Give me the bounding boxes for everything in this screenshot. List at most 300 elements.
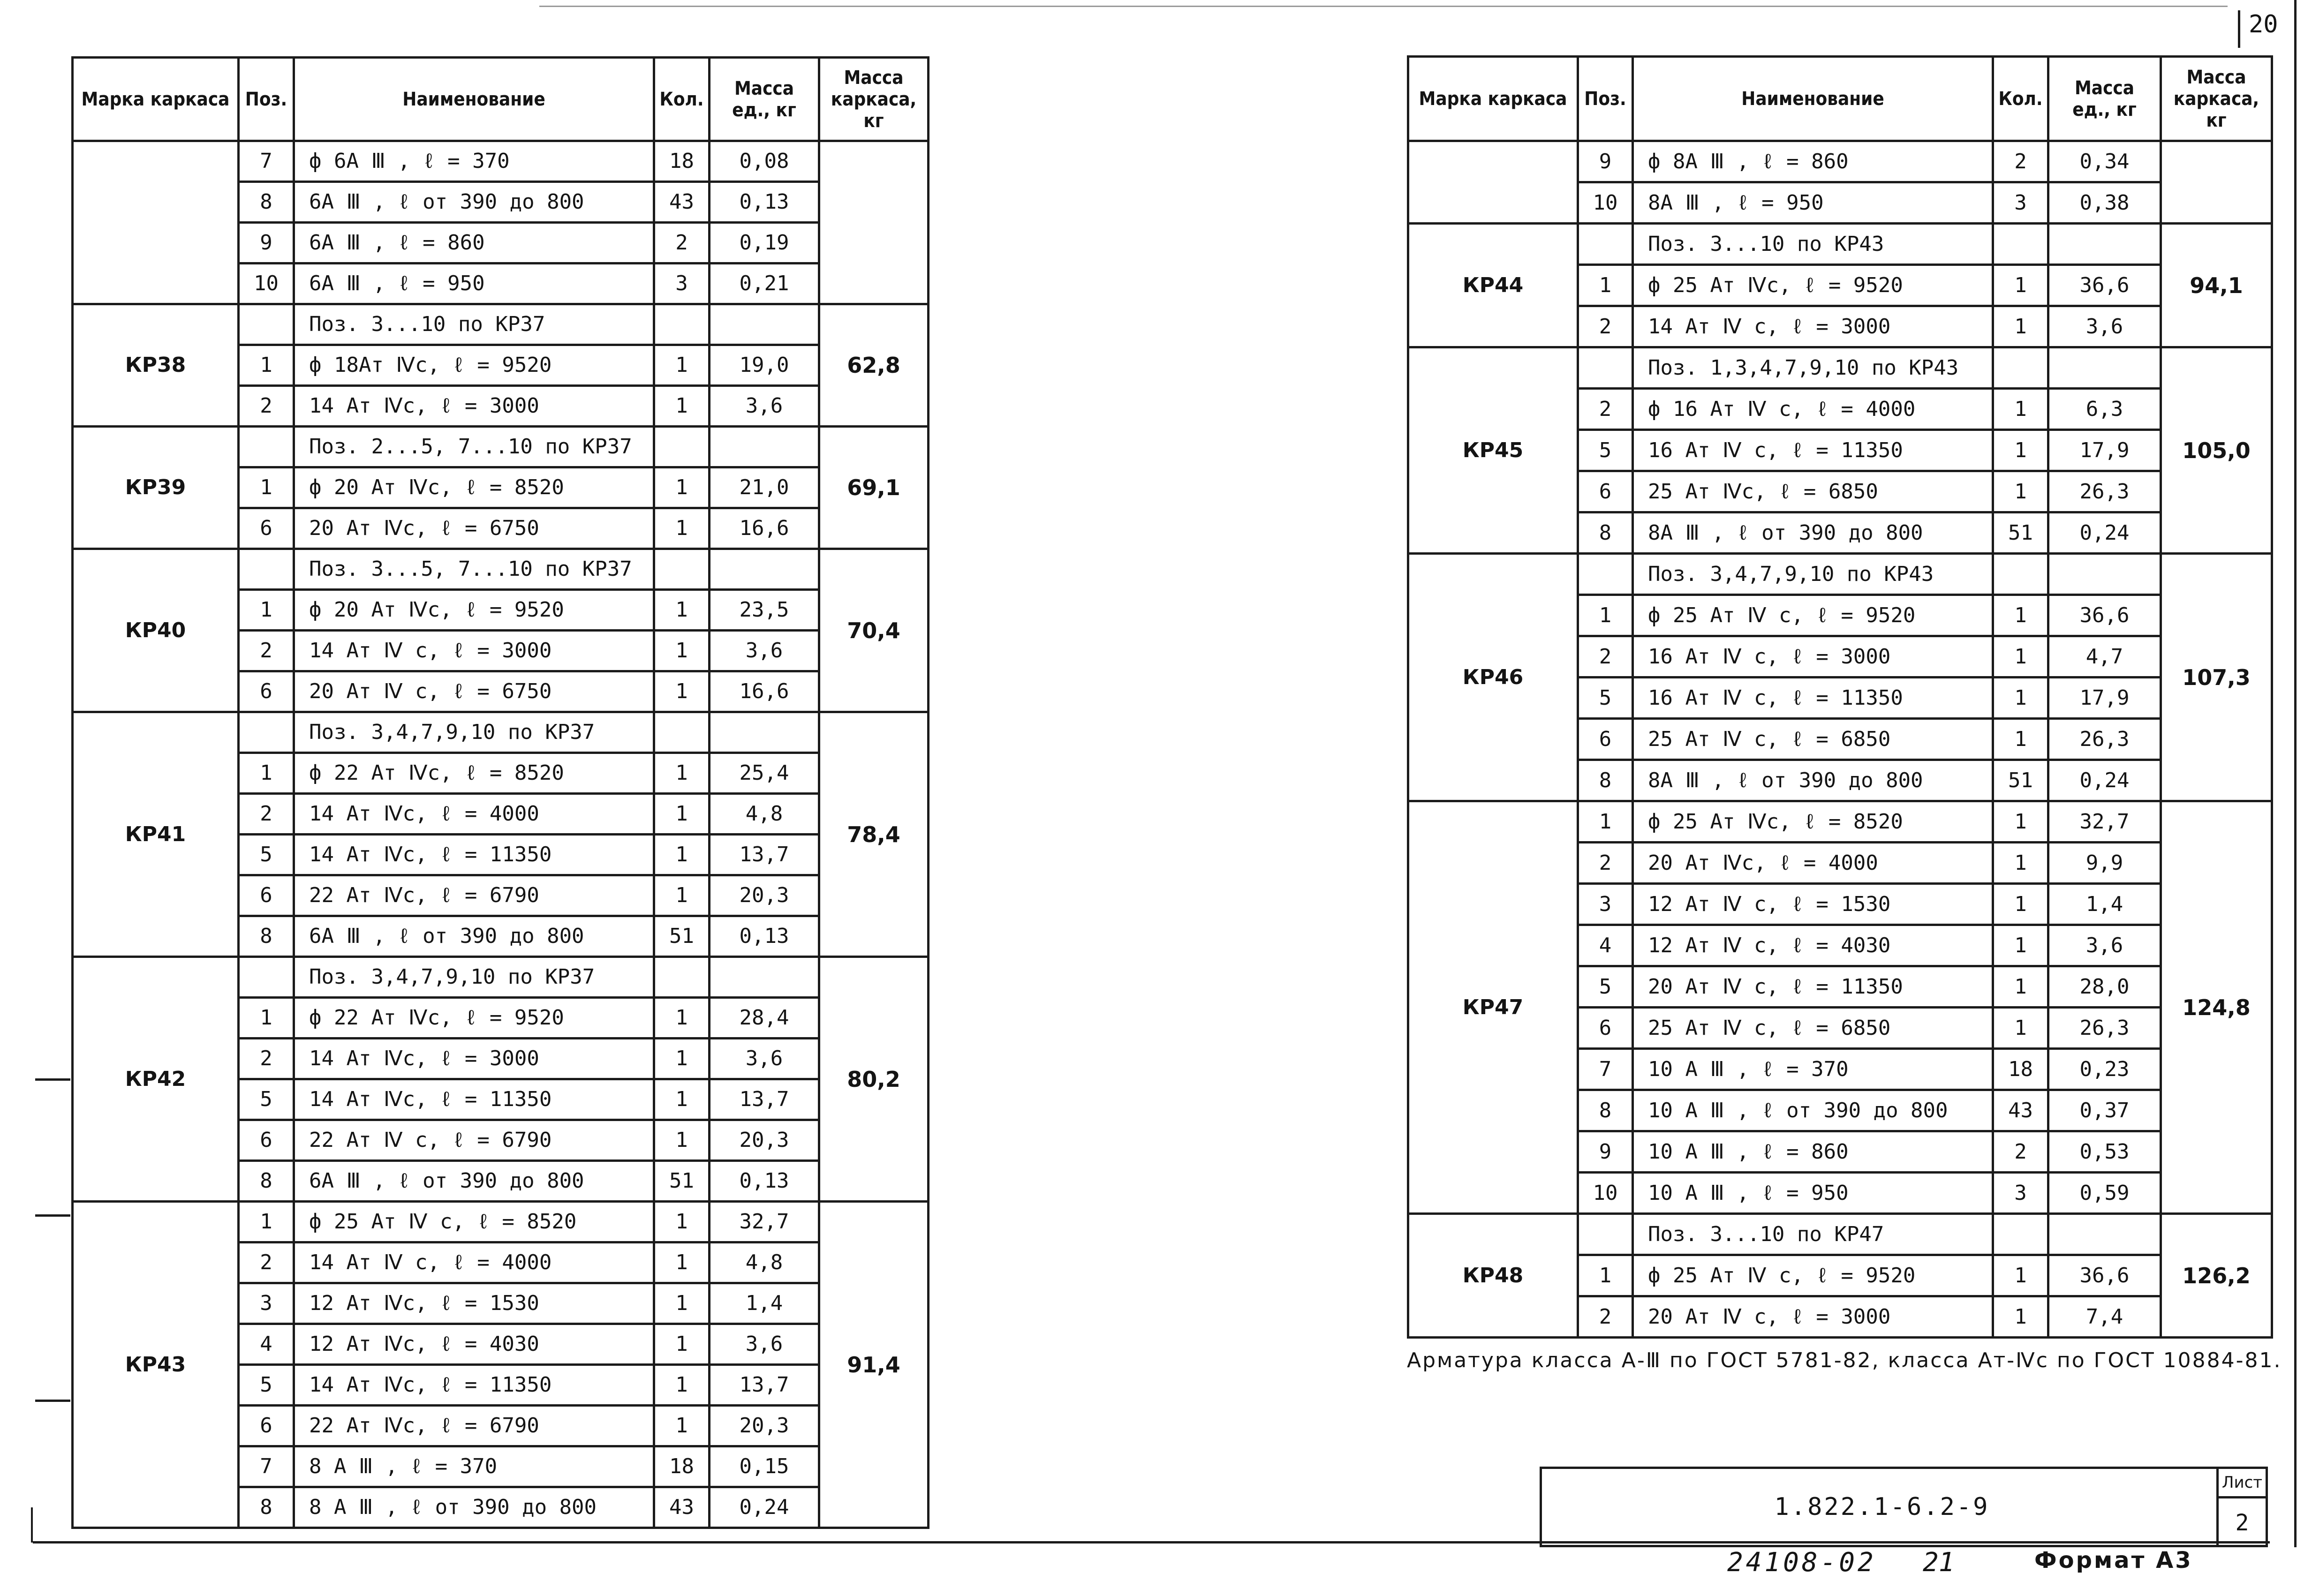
pos-header: Поз.: [1578, 57, 1633, 141]
position-cell: [239, 957, 294, 998]
item-name-cell: 6А Ⅲ , ℓ от 390 до 800: [294, 1161, 654, 1202]
position-cell: 1: [1578, 595, 1633, 636]
quantity-cell: 1: [1993, 1296, 2048, 1338]
table-row: [73, 141, 929, 182]
unit-mass-cell: [2048, 554, 2161, 595]
unit-mass-cell: 3,6: [2048, 925, 2161, 966]
quantity-cell: 1: [654, 1120, 710, 1161]
unit-mass-cell: [710, 957, 819, 998]
item-name-cell: 22 Ат Ⅳс, ℓ = 6790: [294, 1406, 654, 1446]
position-cell: 2: [239, 631, 294, 671]
item-name-cell: 22 Ат Ⅳ с, ℓ = 6790: [294, 1120, 654, 1161]
unit-mass-cell: 0,13: [710, 1161, 819, 1202]
unit-mass-cell: 3,6: [2048, 306, 2161, 347]
unit-mass-cell: 20,3: [710, 875, 819, 916]
position-cell: 5: [239, 1079, 294, 1120]
quantity-cell: 1: [654, 671, 710, 712]
position-cell: [1578, 1214, 1633, 1255]
item-name-cell: 10 А Ⅲ , ℓ = 860: [1633, 1131, 1993, 1173]
frame-right-line: [2294, 0, 2297, 1547]
item-name-cell: ф 25 Ат Ⅳс, ℓ = 8520: [1633, 801, 1993, 843]
unit-mass-cell: 0,24: [2048, 512, 2161, 554]
quantity-cell: [1993, 1214, 2048, 1255]
quantity-cell: 1: [654, 345, 710, 386]
spec-table-right: [1407, 55, 2273, 1339]
frame-mark-cell: КР48: [1408, 1214, 1578, 1338]
quantity-cell: 1: [1993, 884, 2048, 925]
item-name-cell: 14 Ат Ⅳ с, ℓ = 3000: [1633, 306, 1993, 347]
item-name-cell: 20 Ат Ⅳ с, ℓ = 11350: [1633, 966, 1993, 1008]
frame-mass-header: Масса каркаса, кг: [819, 58, 929, 141]
frame-mass-cell: 91,4: [819, 1202, 929, 1528]
mark-header: Марка каркаса: [73, 58, 239, 141]
quantity-cell: 1: [654, 998, 710, 1039]
quantity-cell: 1: [654, 467, 710, 508]
item-name-cell: 8А Ⅲ , ℓ от 390 до 800: [1633, 760, 1993, 801]
position-cell: 1: [239, 1202, 294, 1242]
qty-header: Кол.: [654, 58, 710, 141]
position-cell: [1578, 554, 1633, 595]
position-cell: 6: [1578, 719, 1633, 760]
quantity-cell: 1: [1993, 265, 2048, 306]
unit-mass-cell: 0,59: [2048, 1173, 2161, 1214]
quantity-cell: 43: [654, 1487, 710, 1528]
unit-mass-cell: 32,7: [710, 1202, 819, 1242]
quantity-cell: 1: [1993, 1008, 2048, 1049]
quantity-cell: 2: [654, 223, 710, 263]
unit-mass-cell: 0,23: [2048, 1049, 2161, 1090]
table-row: [1408, 224, 2272, 265]
frame-mass-cell: 62,8: [819, 304, 929, 427]
item-name-cell: 20 Ат Ⅳ с, ℓ = 3000: [1633, 1296, 1993, 1338]
frame-mass-cell: [819, 141, 929, 304]
unit-mass-cell: 0,15: [710, 1446, 819, 1487]
quantity-cell: 1: [654, 1039, 710, 1079]
item-name-cell: ф 25 Ат Ⅳ с, ℓ = 9520: [1633, 595, 1993, 636]
unit-mass-cell: 0,08: [710, 141, 819, 182]
position-cell: 5: [239, 1365, 294, 1406]
name-header: Наименование: [1633, 57, 1993, 141]
quantity-cell: [1993, 554, 2048, 595]
unit-mass-cell: 23,5: [710, 590, 819, 631]
quantity-cell: 1: [654, 835, 710, 875]
item-name-cell: ф 8А Ⅲ , ℓ = 860: [1633, 141, 1993, 182]
unit-mass-header: Масса ед., кг: [710, 58, 819, 141]
frame-mark-cell: КР44: [1408, 224, 1578, 347]
unit-mass-cell: 26,3: [2048, 719, 2161, 760]
position-cell: 1: [239, 753, 294, 794]
item-name-cell: 16 Ат Ⅳ с, ℓ = 11350: [1633, 678, 1993, 719]
position-cell: [1578, 347, 1633, 389]
position-cell: 2: [239, 794, 294, 835]
page-number-divider: [2238, 10, 2240, 48]
position-cell: [239, 427, 294, 467]
table-row: [73, 304, 929, 345]
quantity-cell: 1: [1993, 843, 2048, 884]
quantity-cell: 1: [1993, 636, 2048, 678]
quantity-cell: 51: [1993, 760, 2048, 801]
table-row: [1408, 1214, 2272, 1255]
quantity-cell: 1: [1993, 430, 2048, 471]
unit-mass-cell: 26,3: [2048, 471, 2161, 512]
unit-mass-cell: 36,6: [2048, 1255, 2161, 1296]
item-name-cell: 10 А Ⅲ , ℓ = 370: [1633, 1049, 1993, 1090]
item-name-cell: ф 6А Ⅲ , ℓ = 370: [294, 141, 654, 182]
frame-mark-cell: КР46: [1408, 554, 1578, 801]
quantity-cell: [1993, 224, 2048, 265]
table-row: [1408, 141, 2272, 182]
document-code: 1.822.1-6.2-9: [1774, 1493, 1990, 1521]
item-name-cell: ф 22 Ат Ⅳс, ℓ = 9520: [294, 998, 654, 1039]
quantity-cell: 1: [1993, 1255, 2048, 1296]
spec-table-left: [71, 56, 929, 1529]
item-name-cell: 14 Ат Ⅳс, ℓ = 11350: [294, 1365, 654, 1406]
unit-mass-cell: [710, 712, 819, 753]
table-row: [73, 957, 929, 998]
quantity-cell: 1: [1993, 389, 2048, 430]
position-cell: 1: [239, 345, 294, 386]
position-cell: 3: [239, 1283, 294, 1324]
item-name-cell: 8 А Ⅲ , ℓ = 370: [294, 1446, 654, 1487]
frame-mass-cell: 70,4: [819, 549, 929, 712]
unit-mass-cell: [710, 427, 819, 467]
position-cell: 9: [1578, 1131, 1633, 1173]
item-name-cell: Поз. 3...10 по КР37: [294, 304, 654, 345]
position-cell: 1: [1578, 1255, 1633, 1296]
item-name-cell: ф 25 Ат Ⅳс, ℓ = 9520: [1633, 265, 1993, 306]
reinforcement-note: Арматура класса А-Ⅲ по ГОСТ 5781-82, класса Ат-Ⅳс по ГОСТ 10884-81.: [1407, 1348, 2282, 1372]
item-name-cell: 14 Ат Ⅳ с, ℓ = 4000: [294, 1242, 654, 1283]
unit-mass-cell: 36,6: [2048, 265, 2161, 306]
position-cell: 1: [1578, 801, 1633, 843]
quantity-cell: 1: [1993, 719, 2048, 760]
quantity-cell: 1: [1993, 678, 2048, 719]
spec-table-right-body: [1408, 141, 2272, 1338]
position-cell: 3: [1578, 884, 1633, 925]
item-name-cell: Поз. 3...10 по КР47: [1633, 1214, 1993, 1255]
quantity-cell: 1: [654, 1079, 710, 1120]
item-name-cell: 20 Ат Ⅳс, ℓ = 4000: [1633, 843, 1993, 884]
quantity-cell: 43: [654, 182, 710, 223]
sheet-label: Лист: [2219, 1469, 2266, 1498]
position-cell: 10: [1578, 1173, 1633, 1214]
item-name-cell: 6А Ⅲ , ℓ = 860: [294, 223, 654, 263]
item-name-cell: 14 Ат Ⅳс, ℓ = 3000: [294, 1039, 654, 1079]
position-cell: 6: [239, 1406, 294, 1446]
quantity-cell: 1: [654, 1242, 710, 1283]
item-name-cell: 25 Ат Ⅳс, ℓ = 6850: [1633, 471, 1993, 512]
unit-mass-cell: 17,9: [2048, 430, 2161, 471]
unit-mass-cell: 0,21: [710, 263, 819, 304]
qty-header: Кол.: [1993, 57, 2048, 141]
unit-mass-cell: 13,7: [710, 835, 819, 875]
unit-mass-cell: 28,4: [710, 998, 819, 1039]
quantity-cell: 51: [1993, 512, 2048, 554]
quantity-cell: 3: [654, 263, 710, 304]
unit-mass-cell: 0,38: [2048, 182, 2161, 224]
page-number: 20: [2249, 10, 2278, 38]
unit-mass-cell: 0,19: [710, 223, 819, 263]
item-name-cell: Поз. 3,4,7,9,10 по КР43: [1633, 554, 1993, 595]
header-row: [1408, 57, 2272, 141]
item-name-cell: ф 20 Ат Ⅳс, ℓ = 9520: [294, 590, 654, 631]
table-row: [1408, 347, 2272, 389]
position-cell: 1: [239, 590, 294, 631]
quantity-cell: 1: [1993, 801, 2048, 843]
item-name-cell: 6А Ⅲ , ℓ = 950: [294, 263, 654, 304]
position-cell: [239, 304, 294, 345]
position-cell: 7: [239, 1446, 294, 1487]
unit-mass-header: Масса ед., кг: [2048, 57, 2161, 141]
frame-mass-cell: 124,8: [2161, 801, 2272, 1214]
binding-mark-3: [35, 1400, 70, 1402]
item-name-cell: 8А Ⅲ , ℓ от 390 до 800: [1633, 512, 1993, 554]
frame-mass-cell: 80,2: [819, 957, 929, 1202]
header-row: [73, 58, 929, 141]
quantity-cell: 3: [1993, 1173, 2048, 1214]
table-row: [1408, 554, 2272, 595]
frame-top-line: [539, 6, 2228, 7]
unit-mass-cell: 16,6: [710, 508, 819, 549]
quantity-cell: 1: [654, 753, 710, 794]
position-cell: 9: [1578, 141, 1633, 182]
position-cell: 8: [239, 182, 294, 223]
frame-mark-cell: КР39: [73, 427, 239, 549]
item-name-cell: 12 Ат Ⅳ с, ℓ = 1530: [1633, 884, 1993, 925]
position-cell: 2: [239, 1039, 294, 1079]
frame-mass-cell: 94,1: [2161, 224, 2272, 347]
quantity-cell: 1: [654, 631, 710, 671]
frame-mark-cell: КР38: [73, 304, 239, 427]
quantity-cell: 2: [1993, 1131, 2048, 1173]
unit-mass-cell: 1,4: [2048, 884, 2161, 925]
item-name-cell: 8А Ⅲ , ℓ = 950: [1633, 182, 1993, 224]
unit-mass-cell: 0,53: [2048, 1131, 2161, 1173]
frame-mark-cell: [1408, 141, 1578, 224]
unit-mass-cell: 0,24: [710, 1487, 819, 1528]
binding-mark-2: [35, 1214, 70, 1217]
position-cell: 8: [1578, 760, 1633, 801]
position-cell: 2: [239, 1242, 294, 1283]
position-cell: 2: [239, 386, 294, 427]
unit-mass-cell: 3,6: [710, 1324, 819, 1365]
item-name-cell: ф 25 Ат Ⅳ с, ℓ = 8520: [294, 1202, 654, 1242]
unit-mass-cell: 1,4: [710, 1283, 819, 1324]
frame-mark-cell: КР41: [73, 712, 239, 957]
item-name-cell: 16 Ат Ⅳ с, ℓ = 3000: [1633, 636, 1993, 678]
item-name-cell: 14 Ат Ⅳ с, ℓ = 3000: [294, 631, 654, 671]
name-header: Наименование: [294, 58, 654, 141]
table-row: [73, 1202, 929, 1242]
quantity-cell: [654, 427, 710, 467]
quantity-cell: 51: [654, 916, 710, 957]
inventory-number: 24108-02: [1727, 1547, 1876, 1578]
unit-mass-cell: 4,8: [710, 794, 819, 835]
item-name-cell: ф 18Ат Ⅳс, ℓ = 9520: [294, 345, 654, 386]
unit-mass-cell: 0,37: [2048, 1090, 2161, 1131]
sheet-number: 2: [2235, 1510, 2249, 1536]
unit-mass-cell: 3,6: [710, 631, 819, 671]
quantity-cell: 1: [654, 1283, 710, 1324]
position-cell: 6: [1578, 1008, 1633, 1049]
quantity-cell: [654, 957, 710, 998]
unit-mass-cell: 28,0: [2048, 966, 2161, 1008]
item-name-cell: Поз. 3...5, 7...10 по КР37: [294, 549, 654, 590]
item-name-cell: 8 А Ⅲ , ℓ от 390 до 800: [294, 1487, 654, 1528]
position-cell: [239, 549, 294, 590]
unit-mass-cell: 25,4: [710, 753, 819, 794]
frame-left-tick: [31, 1507, 33, 1543]
position-cell: 5: [1578, 430, 1633, 471]
quantity-cell: 1: [1993, 306, 2048, 347]
position-cell: 1: [239, 998, 294, 1039]
unit-mass-cell: 21,0: [710, 467, 819, 508]
item-name-cell: Поз. 2...5, 7...10 по КР37: [294, 427, 654, 467]
item-name-cell: 25 Ат Ⅳ с, ℓ = 6850: [1633, 719, 1993, 760]
item-name-cell: 6А Ⅲ , ℓ от 390 до 800: [294, 916, 654, 957]
quantity-cell: 51: [654, 1161, 710, 1202]
item-name-cell: ф 16 Ат Ⅳ с, ℓ = 4000: [1633, 389, 1993, 430]
position-cell: 7: [1578, 1049, 1633, 1090]
frame-mark-cell: КР47: [1408, 801, 1578, 1214]
item-name-cell: 22 Ат Ⅳс, ℓ = 6790: [294, 875, 654, 916]
position-cell: 4: [1578, 925, 1633, 966]
position-cell: 6: [239, 508, 294, 549]
quantity-cell: 1: [1993, 595, 2048, 636]
position-cell: 2: [1578, 636, 1633, 678]
quantity-cell: 1: [654, 590, 710, 631]
frame-mark-cell: КР40: [73, 549, 239, 712]
unit-mass-cell: [710, 304, 819, 345]
unit-mass-cell: [2048, 1214, 2161, 1255]
quantity-cell: 1: [654, 1365, 710, 1406]
unit-mass-cell: 0,34: [2048, 141, 2161, 182]
item-name-cell: 14 Ат Ⅳс, ℓ = 11350: [294, 835, 654, 875]
table-row: [1408, 801, 2272, 843]
quantity-cell: [654, 712, 710, 753]
position-cell: [1578, 224, 1633, 265]
item-name-cell: 6А Ⅲ , ℓ от 390 до 800: [294, 182, 654, 223]
unit-mass-cell: 20,3: [710, 1406, 819, 1446]
position-cell: 10: [1578, 182, 1633, 224]
quantity-cell: 1: [654, 875, 710, 916]
position-cell: 2: [1578, 1296, 1633, 1338]
unit-mass-cell: 7,4: [2048, 1296, 2161, 1338]
position-cell: 5: [1578, 966, 1633, 1008]
position-cell: 2: [1578, 389, 1633, 430]
position-cell: 9: [239, 223, 294, 263]
quantity-cell: 1: [654, 386, 710, 427]
frame-mark-cell: [73, 141, 239, 304]
position-cell: 8: [1578, 512, 1633, 554]
quantity-cell: 1: [654, 1406, 710, 1446]
inventory-sheet: 21: [1923, 1547, 1955, 1578]
quantity-cell: 3: [1993, 182, 2048, 224]
position-cell: 2: [1578, 843, 1633, 884]
spec-table-left-body: [73, 141, 929, 1528]
item-name-cell: 16 Ат Ⅳ с, ℓ = 11350: [1633, 430, 1993, 471]
position-cell: [239, 712, 294, 753]
frame-mass-cell: 107,3: [2161, 554, 2272, 801]
item-name-cell: ф 25 Ат Ⅳ с, ℓ = 9520: [1633, 1255, 1993, 1296]
frame-mass-cell: 78,4: [819, 712, 929, 957]
unit-mass-cell: 0,13: [710, 916, 819, 957]
unit-mass-cell: [2048, 224, 2161, 265]
table-row: [73, 427, 929, 467]
item-name-cell: Поз. 3...10 по КР43: [1633, 224, 1993, 265]
table-row: [73, 712, 929, 753]
item-name-cell: 12 Ат Ⅳ с, ℓ = 4030: [1633, 925, 1993, 966]
item-name-cell: 14 Ат Ⅳс, ℓ = 11350: [294, 1079, 654, 1120]
position-cell: 6: [1578, 471, 1633, 512]
item-name-cell: 12 Ат Ⅳс, ℓ = 1530: [294, 1283, 654, 1324]
quantity-cell: 18: [1993, 1049, 2048, 1090]
unit-mass-cell: [2048, 347, 2161, 389]
pos-header: Поз.: [239, 58, 294, 141]
quantity-cell: 1: [654, 1202, 710, 1242]
position-cell: 6: [239, 1120, 294, 1161]
table-row: [73, 549, 929, 590]
quantity-cell: [1993, 347, 2048, 389]
unit-mass-cell: 4,7: [2048, 636, 2161, 678]
position-cell: 5: [239, 835, 294, 875]
item-name-cell: 25 Ат Ⅳ с, ℓ = 6850: [1633, 1008, 1993, 1049]
quantity-cell: 1: [1993, 471, 2048, 512]
position-cell: 8: [239, 1161, 294, 1202]
position-cell: 8: [239, 1487, 294, 1528]
unit-mass-cell: 0,24: [2048, 760, 2161, 801]
quantity-cell: 1: [1993, 925, 2048, 966]
format-label: Формат А3: [2034, 1547, 2193, 1573]
item-name-cell: 10 А Ⅲ , ℓ = 950: [1633, 1173, 1993, 1214]
item-name-cell: 20 Ат Ⅳс, ℓ = 6750: [294, 508, 654, 549]
position-cell: 6: [239, 875, 294, 916]
item-name-cell: 14 Ат Ⅳс, ℓ = 4000: [294, 794, 654, 835]
unit-mass-cell: 13,7: [710, 1079, 819, 1120]
quantity-cell: 43: [1993, 1090, 2048, 1131]
binding-mark-1: [35, 1078, 70, 1081]
position-cell: 10: [239, 263, 294, 304]
unit-mass-cell: 0,13: [710, 182, 819, 223]
frame-mass-cell: [2161, 141, 2272, 224]
unit-mass-cell: 20,3: [710, 1120, 819, 1161]
item-name-cell: ф 22 Ат Ⅳс, ℓ = 8520: [294, 753, 654, 794]
frame-mark-cell: КР45: [1408, 347, 1578, 554]
unit-mass-cell: 4,8: [710, 1242, 819, 1283]
item-name-cell: 14 Ат Ⅳс, ℓ = 3000: [294, 386, 654, 427]
frame-mass-cell: 69,1: [819, 427, 929, 549]
position-cell: 8: [239, 916, 294, 957]
item-name-cell: 12 Ат Ⅳс, ℓ = 4030: [294, 1324, 654, 1365]
unit-mass-cell: 16,6: [710, 671, 819, 712]
quantity-cell: [654, 549, 710, 590]
quantity-cell: 1: [654, 794, 710, 835]
unit-mass-cell: 32,7: [2048, 801, 2161, 843]
unit-mass-cell: 3,6: [710, 386, 819, 427]
position-cell: 2: [1578, 306, 1633, 347]
unit-mass-cell: 26,3: [2048, 1008, 2161, 1049]
sheet-cell: [2216, 1469, 2266, 1545]
quantity-cell: 1: [1993, 966, 2048, 1008]
quantity-cell: 1: [654, 1324, 710, 1365]
quantity-cell: 18: [654, 141, 710, 182]
unit-mass-cell: 17,9: [2048, 678, 2161, 719]
position-cell: 4: [239, 1324, 294, 1365]
unit-mass-cell: [710, 549, 819, 590]
item-name-cell: ф 20 Ат Ⅳс, ℓ = 8520: [294, 467, 654, 508]
item-name-cell: Поз. 3,4,7,9,10 по КР37: [294, 712, 654, 753]
frame-mark-cell: КР43: [73, 1202, 239, 1528]
